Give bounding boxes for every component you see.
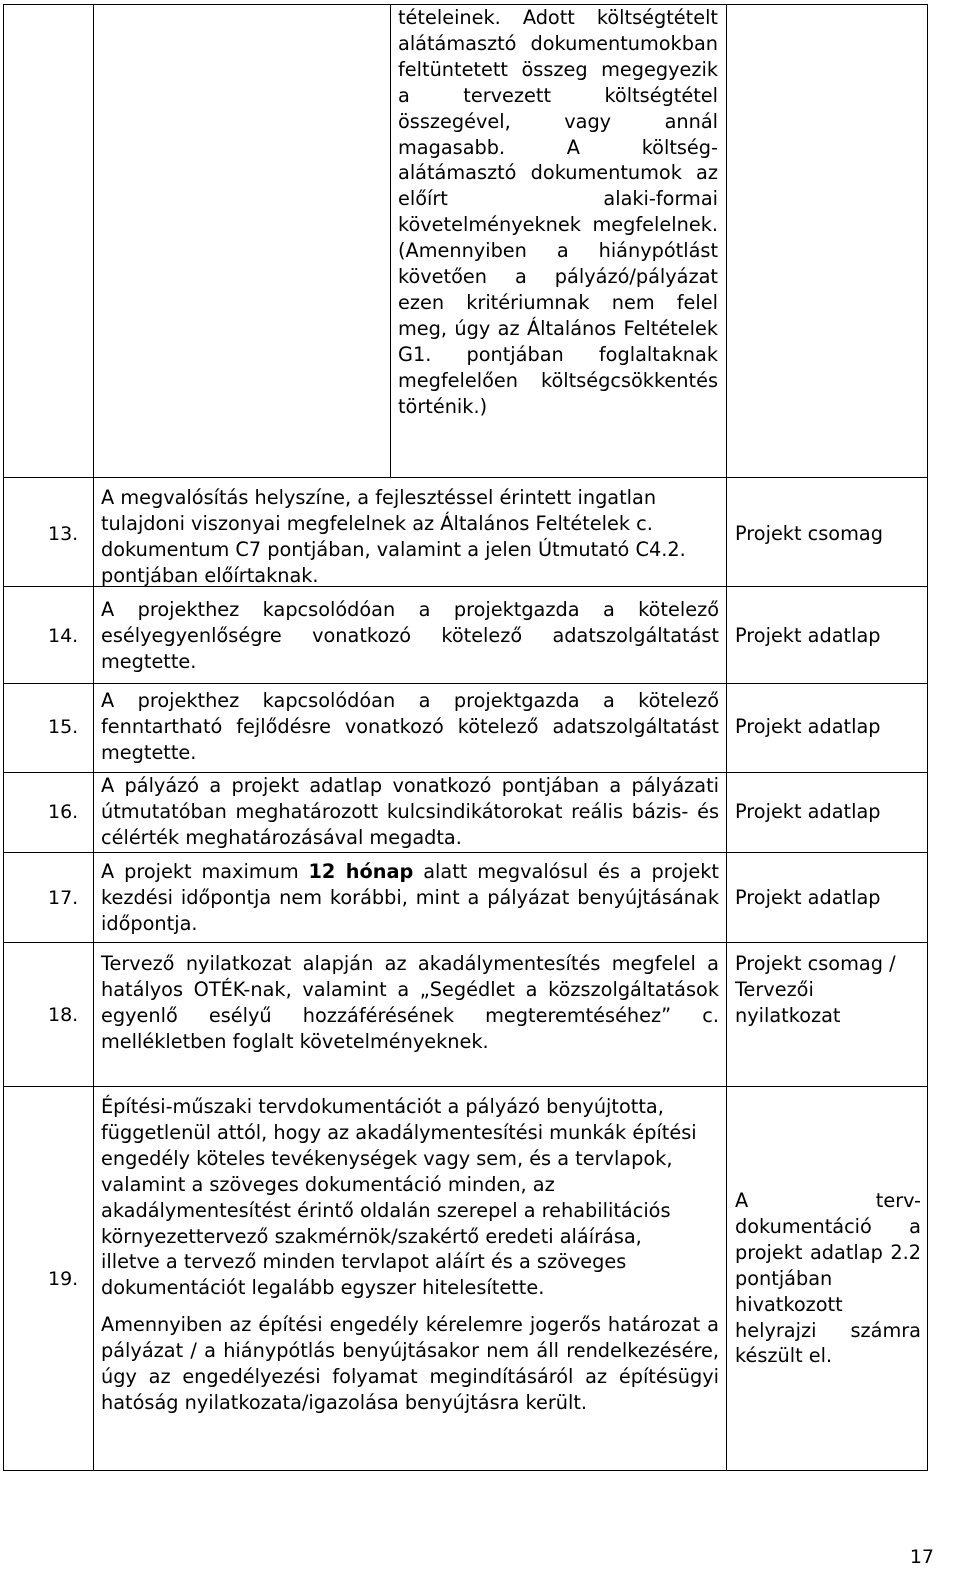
- row-number: 17.: [48, 887, 79, 909]
- criterion-text-part: A projekt maximum: [101, 860, 309, 883]
- criterion-text: A megvalósítás helyszíne, a fejlesztéssel érintett ingatlan tulajdoni viszonyai megfelelnek az Általános Feltételek c. dokumentum C7 pontjában, valamint a jelen Útmutató C4.2. pontjában előírtaknak.: [101, 486, 686, 587]
- criterion-text-part: alatt megvalósul és a projekt kezdési időpontja nem korábbi, mint a pályázat benyújtásának időpontja.: [101, 860, 719, 935]
- criterion-text: [101, 859, 719, 937]
- row-separator: [3, 477, 928, 478]
- row-number: 13.: [48, 523, 79, 545]
- criterion-text: A pályázó a projekt adatlap vonatkozó pontjában a pályázati útmutatóban meghatározott kulcsindikátorokat reális bázis- és célérték meghatározásával megadta.: [101, 774, 719, 849]
- source-document: Projekt csomag / Tervezői nyilatkozat: [735, 952, 896, 1027]
- row-separator: [3, 852, 928, 853]
- criterion-text: A projekthez kapcsolódóan a projektgazda a kötelező esélyegyenlőségre vonatkozó kötelező adatszolgáltatást megtette.: [101, 598, 719, 673]
- row-number: 16.: [48, 801, 79, 823]
- row-separator: [3, 683, 928, 684]
- row-number: 15.: [48, 716, 79, 738]
- table-divider-col1: [93, 4, 94, 1471]
- criterion-text: Tervező nyilatkozat alapján az akadálymentesítés megfelel a hatályos OTÉK-nak, valamint a „Segédlet a közszolgáltatások egyenlő esélyű hozzáférésének megteremtéséhez” c. mellékletben foglalt követelményeknek.: [101, 952, 719, 1053]
- continuation-criterion-text: tételeinek. Adott költségtételt alátámasztó dokumentumokban feltüntetett összeg megegyezik a tervezett költségtétel összegével, vagy annál magasabb. A költség-alátámasztó dokumentumok az előírt alaki-formai követelményeknek megfelelnek. (Amennyiben a hiánypótlást követően a pályázó/pályázat ezen kritériumnak nem felel meg, úgy az Általános Feltételek G1. pontjában foglaltaknak megfelelően költségcsökkentés történik.): [398, 6, 718, 418]
- source-document: Projekt adatlap: [735, 886, 881, 909]
- page-number: 17: [909, 1546, 934, 1568]
- source-document: Projekt csomag: [735, 522, 883, 545]
- row-number: 19.: [48, 1268, 79, 1290]
- criterion-paragraph: Építési-műszaki tervdokumentációt a pályázó benyújtotta, függetlenül attól, hogy az akadálymentesítési munkák építési engedély köteles tevékenységek vagy sem, és a tervlapok, valamint a szöveges dokumentáció minden, az akadálymentesítést érintő oldalán szerepel a rehabilitációs környezettervező szakmérnök/szakértő eredeti aláírása, illetve a tervező minden tervlapot aláírt és a szöveges dokumentációt legalább egyszer hitelesítette.: [101, 1095, 697, 1300]
- table-divider-col3: [726, 4, 727, 1471]
- row-separator: [3, 1086, 928, 1087]
- criterion-text: A projekthez kapcsolódóan a projektgazda a kötelező fenntartható fejlődésre vonatkozó kötelező adatszolgáltatást megtette.: [101, 689, 719, 764]
- source-document: Projekt adatlap: [735, 800, 881, 823]
- table-border-right: [927, 4, 928, 1471]
- source-document: A terv-dokumentáció a projekt adatlap 2.2 pontjában hivatkozott helyrajzi számra készült el.: [735, 1189, 921, 1368]
- criterion-paragraph: Amennyiben az építési engedély kérelemre jogerős határozat a pályázat / a hiánypótlás benyújtásakor nem áll rendelkezésére, úgy az engedélyezési folyamat megindításáról az építésügyi hatóság nyilatkozata/igazolása benyújtásra került.: [101, 1313, 719, 1414]
- source-document: Projekt adatlap: [735, 715, 881, 738]
- table-border-bottom: [3, 1470, 928, 1471]
- criterion-duration-emphasis: 12 hónap: [308, 860, 414, 883]
- row-separator: [3, 942, 928, 943]
- criterion-text: [101, 1094, 719, 1416]
- table-divider-col2: [390, 4, 391, 477]
- row-number: 18.: [48, 1004, 79, 1026]
- source-document: Projekt adatlap: [735, 624, 881, 647]
- table-border-left: [3, 4, 4, 1471]
- row-number: 14.: [48, 625, 79, 647]
